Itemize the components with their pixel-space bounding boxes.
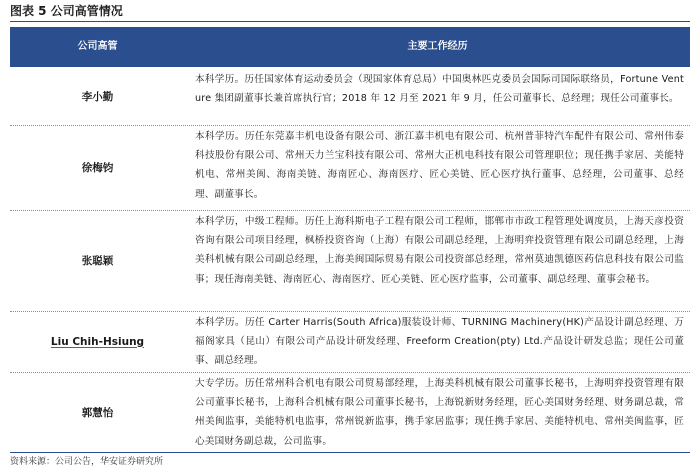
table-row [10,311,690,373]
executive-name: Liu Chih-Hsiung [50,335,145,348]
executive-name: 徐梅钧 [81,162,114,174]
executive-name: 张聪颖 [81,255,114,267]
header-experience: 主要工作经历 [407,41,468,52]
executive-experience: 本科学历，中级工程师。历任上海科斯电子工程有限公司工程师，邯郸市市政工程管理处调度员，上海天彦投资咨询有限公司项目经理，枫桥投资咨询（上海）有限公司副总经理，上海明弈投资管理有限公司副总经理，上海美科机械有限公司副总经理，上海美闽国际贸易有限公司投资部总经理，常州莫迪凯德医药信息科技有限公司监事；现任海南美链、海南匠心、海南医疗、匠心美链、匠心医疗监事，公司董事、副总经理、董事会秘书。 [195,216,684,285]
table-row [10,372,690,452]
table-row [10,210,690,312]
executive-name: 郭慧怡 [81,406,114,419]
header-executive: 公司高管 [77,41,118,52]
executive-experience: 本科学历。历任东莞嘉丰机电设备有限公司、浙江嘉丰机电有限公司、杭州普菲特汽车配件有限公司、常州伟泰科技股份有限公司、常州天力兰宝科技有限公司、常州大正机电科技有限公司管理职位；现任携手家居、美能特机电、常州美闽、海南美链、海南匠心、海南医疗、匠心美链、匠心医疗执行董事、总经理，公司董事、总经理、副董事长。 [195,131,684,200]
executive-experience: 大专学历。历任常州科合机电有限公司贸易部经理，上海美科机械有限公司董事长秘书，上海明弈投资管理有限公司董事长秘书，上海科合机械有限公司董事长秘书，上海锐新财务经理，匠心美国财务经理、财务副总裁，常州美闽监事，美能特机电监事，常州锐新监事，携手家居监事；现任携手家居、美能特机电、常州美闽监事，匠心美国财务副总裁，公司监事。 [195,378,684,447]
table-row [10,68,690,126]
source-note: 资料来源：公司公告，华安证券研究所 [10,457,164,467]
executive-experience: 本科学历。历任国家体育运动委员会（现国家体育总局）中国奥林匹克委员会国际司国际联络员，Fortune Venture 集团副董事长兼首席执行官；2018 年 12 月至 2021 年 9 月，任公司董事长、总经理；现任公司董事长。 [195,74,684,105]
title-divider [10,21,690,22]
table-row [10,125,690,211]
figure-title: 图表 5 公司高管情况 [10,4,123,18]
table-bottom-divider [10,452,690,453]
executive-name: 李小勤 [81,91,114,103]
table-header [10,27,690,67]
executive-experience: 本科学历。历任 Carter Harris(South Africa)服装设计师、TURNING Machinery(HK)产品设计副总经理、万福阁家具（昆山）有限公司产品设计研发经理、Freeform Creation(pty) Ltd.产品设计研发总监；现任公司董事、副总经理。 [195,317,684,367]
